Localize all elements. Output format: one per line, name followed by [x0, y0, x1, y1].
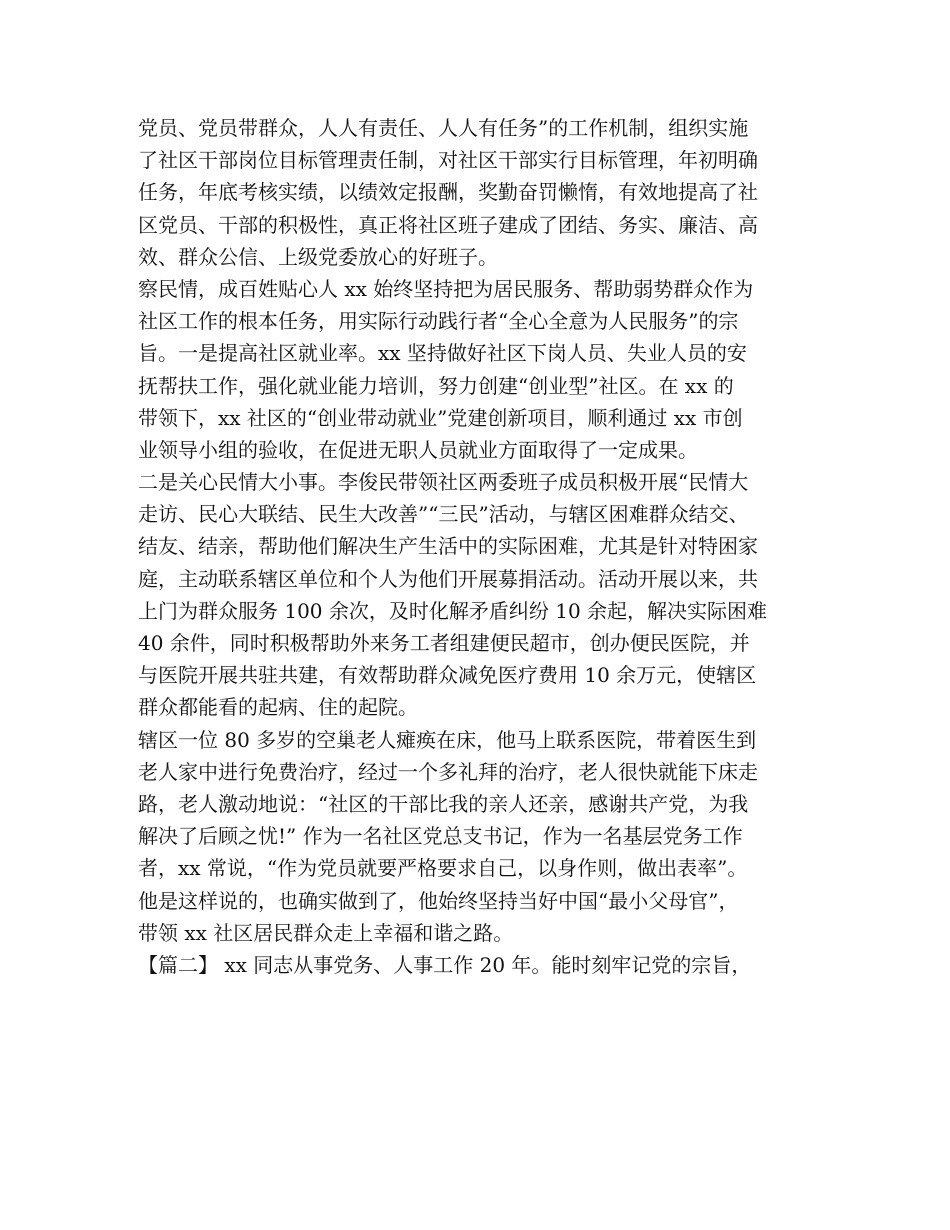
text-line: 带领 xx 社区居民群众走上幸福和谐之路。 — [138, 920, 514, 945]
text-line: 社区工作的根本任务，用实际行动践行者“全心全意为人民服务”的宗 — [138, 309, 739, 334]
text-line: 二是关心民情大小事。李俊民带领社区两委班子成员积极开展“民情大 — [138, 470, 749, 495]
text-line: 上门为群众服务 100 余次，及时化解矛盾纠纷 10 余起，解决实际困难 — [138, 598, 768, 623]
text-line: 带领下，xx 社区的“创业带动就业”党建创新项目，顺利通过 xx 市创 — [138, 405, 743, 430]
text-line: 抚帮扶工作，强化就业能力培训，努力创建“创业型”社区。在 xx 的 — [138, 373, 734, 398]
text-line: 庭，主动联系辖区单位和个人为他们开展募捐活动。活动开展以来，共 — [138, 566, 758, 591]
text-line: 结友、结亲，帮助他们解决生产生活中的实际困难，尤其是针对特困家 — [138, 534, 758, 559]
text-line: 察民情，成百姓贴心人 xx 始终坚持把为居民服务、帮助弱势群众作为 — [138, 276, 754, 301]
text-line: 者，xx 常说，“作为党员就要严格要求自己，以身作则，做出表率”。 — [138, 856, 748, 881]
text-line: 党员、党员带群众，人人有责任、人人有任务”的工作机制，组织实施 — [138, 116, 749, 140]
text-line: 40 余件，同时积极帮助外来务工者组建便民超市，创办便民医院，并 — [138, 631, 750, 655]
text-line: 效、群众公信、上级党委放心的好班子。 — [138, 244, 498, 269]
text-line: 【篇二】 xx 同志从事党务、人事工作 20 年。能时刻牢记党的宗旨， — [138, 952, 752, 977]
text-line: 路，老人激动地说：“社区的干部比我的亲人还亲，感谢共产党，为我 — [138, 791, 749, 816]
text-line: 走访、民心大联结、民生大改善”“三民”活动，与辖区困难群众结交、 — [138, 502, 749, 527]
text-line: 了社区干部岗位目标管理责任制，对社区干部实行目标管理，年初明确 — [138, 148, 758, 173]
text-line: 业领导小组的验收，在促进无职人员就业方面取得了一定成果。 — [138, 437, 698, 462]
text-line: 旨。一是提高社区就业率。xx 坚持做好社区下岗人员、失业人员的安 — [138, 341, 747, 366]
document-body — [138, 112, 828, 981]
text-line: 老人家中进行免费治疗，经过一个多礼拜的治疗，老人很快就能下床走 — [138, 759, 758, 784]
text-line: 与医院开展共驻共建，有效帮助群众减免医疗费用 10 余万元，使辖区 — [138, 663, 757, 688]
text-line: 他是这样说的，也确实做到了，他始终坚持当好中国“最小父母官”， — [138, 888, 739, 913]
text-line: 解决了后顾之忧!” 作为一名社区党总支书记，作为一名基层党务工作 — [138, 824, 743, 849]
text-line: 任务，年底考核实绩，以绩效定报酬，奖勤奋罚懒惰，有效地提高了社 — [138, 180, 758, 205]
text-line: 辖区一位 80 多岁的空巢老人瘫痪在床，他马上联系医院，带着医生到 — [138, 727, 757, 752]
text-line: 区党员、干部的积极性，真正将社区班子建成了团结、务实、廉洁、高 — [138, 212, 758, 237]
text-line: 群众都能看的起病、住的起院。 — [138, 695, 418, 720]
